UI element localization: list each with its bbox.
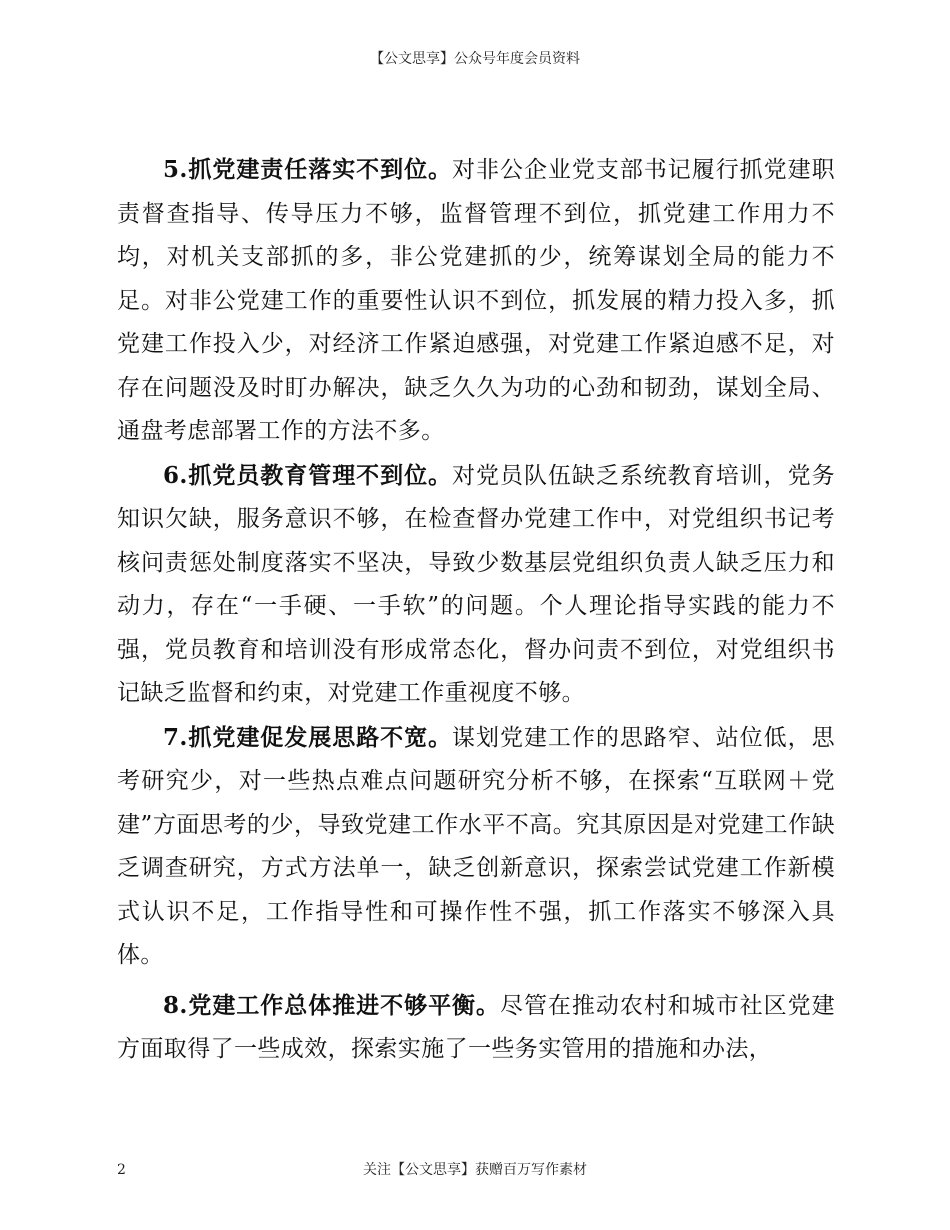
- paragraph-8: [117, 984, 835, 1072]
- paragraph-heading: 5.抓党建责任落实不到位。: [163, 156, 453, 183]
- paragraph-heading: 7.抓党建促发展思路不宽。: [163, 723, 453, 751]
- page-number: 2: [117, 1162, 126, 1178]
- paragraph-heading: 6.抓党员教育管理不到位。: [163, 461, 453, 489]
- paragraph-5: [117, 148, 835, 454]
- paragraph-6: [117, 454, 835, 716]
- paragraph-text: 尽管在推动农村和城市社区党建方面取得了一些成效，探索实施了一些务实管用的措施和办法，: [117, 992, 835, 1062]
- paragraph-text: 谋划党建工作的思路窄、站位低，思考研究少，对一些热点难点问题研究分析不够，在探索“互联网＋党建”方面思考的少，导致党建工作水平不高。究其原因是对党建工作缺乏调查研究，方式方法单一，缺乏创新意识，探索尝试党建工作新模式认识不足，工作指导性和可操作性不强，抓工作落实不够深入具体。: [117, 724, 835, 968]
- paragraph-text: 对党员队伍缺乏系统教育培训，党务知识欠缺，服务意识不够，在检查督办党建工作中，对党组织书记考核问责惩处制度落实不坚决，导致少数基层党组织负责人缺乏压力和动力，存在“一手硬、一手软”的问题。个人理论指导实践的能力不强，党员教育和培训没有形成常态化，督办问责不到位，对党组织书记缺乏监督和约束，对党建工作重视度不够。: [117, 462, 835, 706]
- page-footer: 关注【公文思享】获赠百万写作素材: [363, 1162, 587, 1178]
- document-body: [117, 148, 835, 1072]
- paragraph-text: 对非公企业党支部书记履行抓党建职责督查指导、传导压力不够，监督管理不到位，抓党建工作用力不均，对机关支部抓的多，非公党建抓的少，统筹谋划全局的能力不足。对非公党建工作的重要性认识不到位，抓发展的精力投入多，抓党建工作投入少，对经济工作紧迫感强，对党建工作紧迫感不足，对存在问题没及时盯办解决，缺乏久久为功的心劲和韧劲，谋划全局、通盘考虑部署工作的方法不多。: [117, 157, 835, 444]
- paragraph-heading: 8.党建工作总体推进不够平衡。: [163, 991, 500, 1019]
- page-header: 【公文思享】公众号年度会员资料: [370, 51, 580, 67]
- paragraph-7: [117, 716, 835, 978]
